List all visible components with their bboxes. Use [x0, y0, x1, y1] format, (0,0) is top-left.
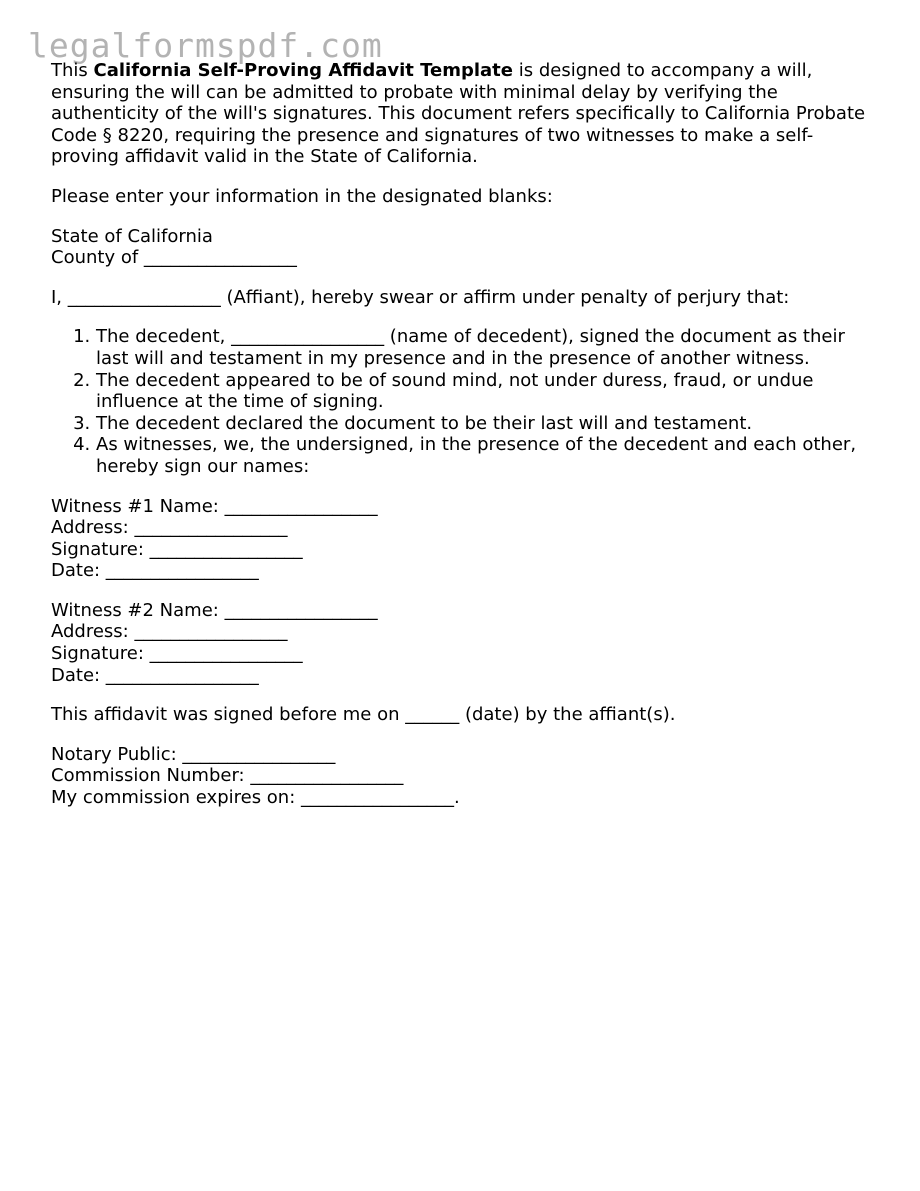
- notary-statement[interactable]: This affidavit was signed before me on ______ (date) by the affiant(s).: [51, 704, 676, 726]
- statement-item: 4. As witnesses, we, the undersigned, in the presence of the decedent and each other, hereby sign our names:: [96, 434, 881, 477]
- witness-1-signature-field[interactable]: Signature: _________________: [51, 538, 303, 560]
- watermark: legalformspdf.com: [28, 26, 383, 65]
- form-title: California Self-Proving Affidavit Template: [93, 60, 513, 81]
- instruction-text: Please enter your information in the designated blanks:: [51, 185, 553, 207]
- venue-state: State of California: [51, 225, 213, 247]
- witness-2-block: [51, 600, 881, 686]
- notary-block: [51, 744, 881, 809]
- statements-list: [51, 326, 881, 477]
- statement-item[interactable]: 1. The decedent, _________________ (name of decedent), signed the document as their last will and testament in my presence and in the presence of another witness.: [96, 326, 881, 369]
- statement-item: 3. The decedent declared the document to be their last will and testament.: [96, 413, 881, 435]
- notary-public-field[interactable]: Notary Public: _________________: [51, 743, 336, 765]
- witness-1-address-field[interactable]: Address: _________________: [51, 517, 288, 539]
- witness-2-signature-field[interactable]: Signature: _________________: [51, 643, 303, 665]
- witness-2-address-field[interactable]: Address: _________________: [51, 621, 288, 643]
- commission-number-field[interactable]: Commission Number: _________________: [51, 765, 404, 787]
- witness-1-name-field[interactable]: Witness #1 Name: _________________: [51, 495, 378, 517]
- venue-block: [51, 226, 881, 269]
- commission-expires-field[interactable]: My commission expires on: _________________.: [51, 787, 460, 809]
- intro-lead: This: [51, 60, 94, 81]
- statement-item: 2. The decedent appeared to be of sound mind, not under duress, fraud, or undue influence at the time of signing.: [96, 370, 881, 413]
- witness-2-date-field[interactable]: Date: _________________: [51, 664, 259, 686]
- venue-county-field[interactable]: County of _________________: [51, 247, 297, 269]
- affidavit-document: [51, 60, 881, 827]
- witness-1-block: [51, 496, 881, 582]
- affiant-statement[interactable]: I, _________________ (Affiant), hereby swear or affirm under penalty of perjury that:: [51, 286, 790, 308]
- witness-1-date-field[interactable]: Date: _________________: [51, 560, 259, 582]
- witness-2-name-field[interactable]: Witness #2 Name: _________________: [51, 599, 378, 621]
- intro-paragraph: [51, 60, 881, 168]
- intro-text: is designed to accompany a will, ensuring the will can be admitted to probate with minimal delay by verifying the authenticity of the will's signatures. This document refers specifically to California Probate Code § 8220, requiring the presence and signatures of two witnesses to make a self-proving affidavit valid in the State of California.: [51, 60, 866, 168]
